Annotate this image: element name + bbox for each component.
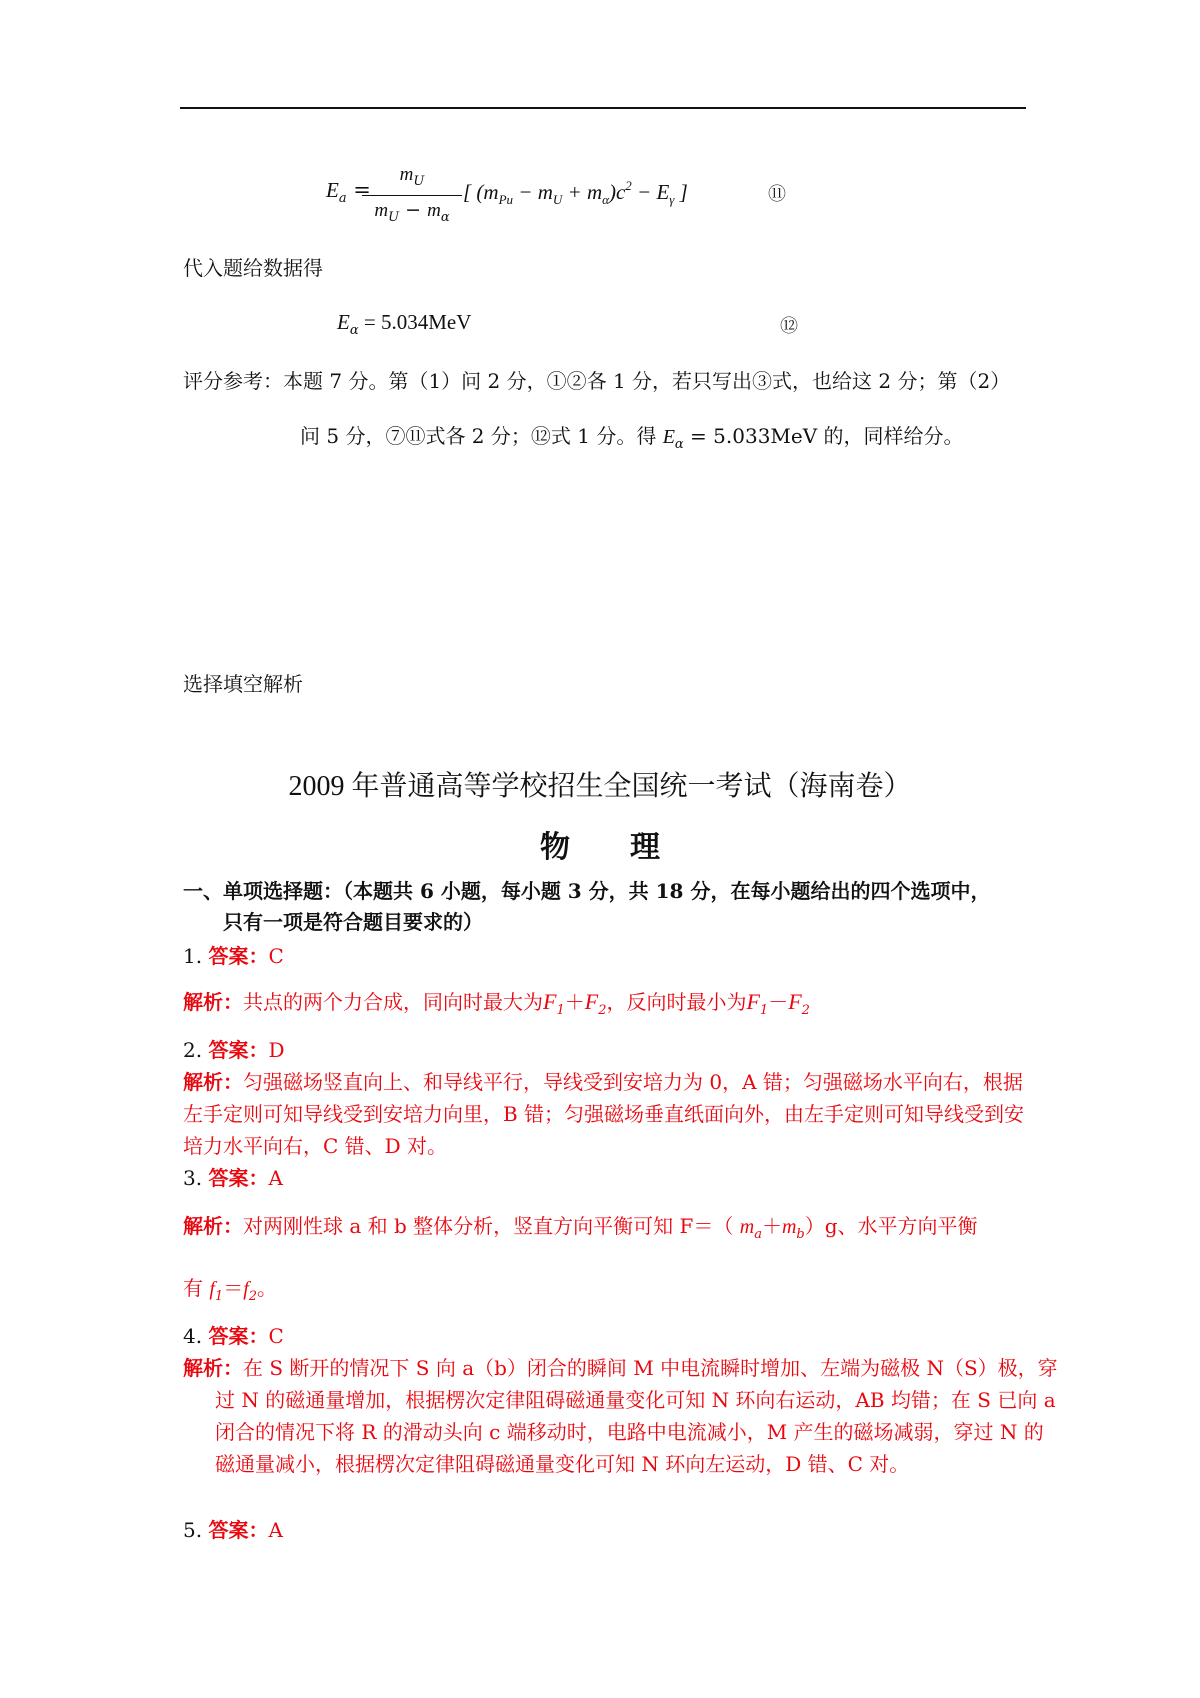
header-rule [180,107,1026,109]
exam-title: 2009 年普通高等学校招生全国统一考试（海南卷） [288,771,912,802]
equation-number-11: ⑪ [768,184,786,205]
subject-title: 物 理 [540,831,660,864]
q4-analysis: 解析：在 S 断开的情况下 S 向 a（b）闭合的瞬间 M 中电流瞬时增加、左端为磁极 N（S）极，穿过 N 的磁通量增加，根据楞次定律阻碍磁通量变化可知 N 环向右运动，AB 均错；在 S 已向 a 闭合的情况下将 R 的滑动头向 c 端移动时，电路中电流减小，M 产生的磁场减弱，穿过 N 的磁通量减小，根据楞次定律阻碍磁通量变化可知 N 环向左运动，D 错、C 对。 [183,1356,1058,1476]
substitute-text: 代入题给数据得 [183,256,323,280]
formula-11-bracket: [ $(m_{Pu} - m_U + m_\alpha)c^2 - E_\gamma$ ] [463,178,688,207]
section-label: 选择填空解析 [183,672,303,696]
q5-answer: 5. 答案：A [183,1518,283,1542]
q2-analysis: 解析：匀强磁场竖直向上、和导线平行，导线受到安培力为 0，A 错；匀强磁场水平向右，根据左手定则可知导线受到安培力向里，B 错；匀强磁场垂直纸面向外，由左手定则可知导线受到安培力水平向右，C 错、D 对。 [183,1070,1025,1158]
q2-answer: 2. 答案：D [183,1038,285,1062]
formula-11-fraction: $m_U$ $m_U - m_\alpha$ [362,163,462,229]
part-one-heading: 一、单项选择题：（本题共 6 小题，每小题 3 分，共 18 分，在每小题给出的四个选项中， 只有一项是符合题目要求的） [183,879,991,934]
formula-11-lhs: $E_a$ = [326,178,371,206]
q3-answer: 3. 答案：A [183,1166,283,1190]
equation-number-12: ⑫ [780,316,798,337]
q3-analysis-line2: 有 $f_1=f_2$。 [183,1276,278,1304]
q4-answer: 4. 答案：C [183,1324,284,1348]
q1-analysis: 解析：共点的两个力合成，同向时最大为$F_1+F_2$，反向时最小为$F_1-F_2$ [183,989,810,1018]
scoring-line-1: 评分参考：本题 7 分。第（1）问 2 分，①②各 1 分，若只写出③式，也给这 2 分；第（2） [183,369,1011,393]
formula-12: $E_\alpha = 5.034MeV$ [337,310,472,338]
q1-answer: 1. 答案：C [183,944,284,968]
q3-analysis: 解析：对两刚性球 a 和 b 整体分析，竖直方向平衡可知 F＝（ $m_a+m_b)g$、水平方向平衡 [183,1214,978,1242]
scoring-line-2: 问 5 分，⑦⑪式各 2 分；⑫式 1 分。得 $E_\alpha = 5.033MeV$ 的，同样给分。 [300,424,964,452]
